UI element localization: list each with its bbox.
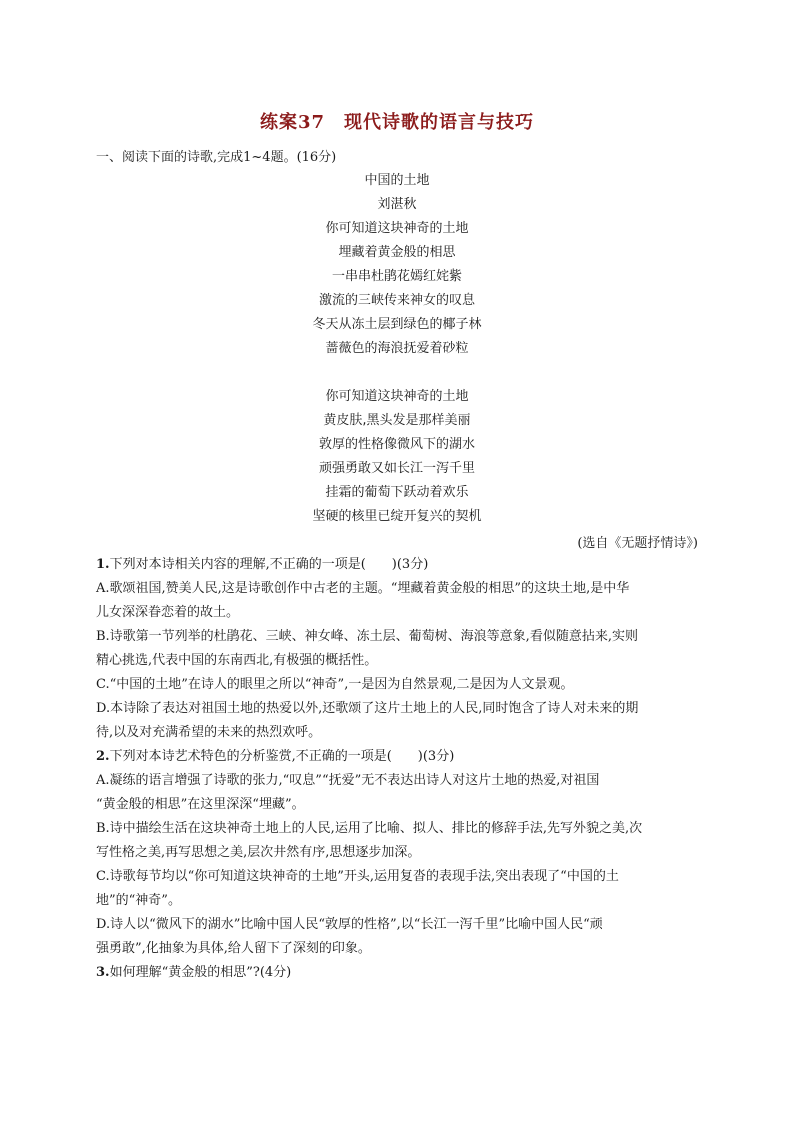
q1-option-d: D.本诗除了表达对祖国土地的热爱以外,还歌颂了这片土地上的人民,同时饱含了诗人对未来的期 bbox=[96, 701, 639, 716]
section-intro: 一、阅读下面的诗歌,完成1~4题。(16分) bbox=[96, 150, 337, 165]
page-title: 练案37 现代诗歌的语言与技巧 bbox=[259, 112, 535, 133]
poem-line: 你可知道这块神奇的土地 bbox=[325, 221, 469, 236]
poem-line: 你可知道这块神奇的土地 bbox=[325, 389, 469, 404]
poem-line: 一串串杜鹃花嫣红姹紫 bbox=[331, 269, 462, 284]
question-number: 2. bbox=[96, 749, 110, 764]
q1-option-a-cont: 儿女深深眷恋着的故土。 bbox=[96, 605, 240, 620]
question-3-stem bbox=[96, 964, 702, 982]
q1-option-b-cont: 精心挑选,代表中国的东南西北,有极强的概括性。 bbox=[96, 653, 378, 668]
q1-option-c: C.“中国的土地”在诗人的眼里之所以“神奇”,一是因为自然景观,二是因为人文景观。 bbox=[96, 677, 574, 692]
poem-line: 顽强勇敢又如长江一泻千里 bbox=[318, 461, 475, 476]
q2-option-d: D.诗人以“微风下的湖水”比喻中国人民“敦厚的性格”,以“长江一泻千里”比喻中国人民“顽 bbox=[96, 917, 603, 932]
question-1-stem bbox=[96, 556, 702, 574]
q1-option-a: A.歌颂祖国,赞美人民,这是诗歌创作中古老的主题。“埋藏着黄金般的相思”的这块土地,是中华 bbox=[96, 581, 630, 596]
q2-option-b-cont: 写性格之美,再写思想之美,层次井然有序,思想逐步加深。 bbox=[96, 845, 421, 860]
q2-option-a: A.凝练的语言增强了诗歌的张力,“叹息”“抚爱”无不表达出诗人对这片土地的热爱,对祖国 bbox=[96, 773, 600, 788]
q2-option-c-cont: 地”的“神奇”。 bbox=[96, 893, 181, 908]
question-text: 下列对本诗相关内容的理解,不正确的一项是( )(3分) bbox=[109, 557, 429, 572]
poem-line: 坚硬的核里已绽开复兴的契机 bbox=[312, 509, 482, 524]
poem-author: 刘湛秋 bbox=[377, 197, 417, 212]
question-number: 3. bbox=[96, 965, 110, 980]
q2-option-b: B.诗中描绘生活在这块神奇土地上的人民,运用了比喻、拟人、排比的修辞手法,先写外貌之美,次 bbox=[96, 821, 643, 836]
poem-line: 蔷薇色的海浪抚爱着砂粒 bbox=[325, 341, 469, 356]
q2-option-c: C.诗歌每节均以“你可知道这块神奇的土地”开头,运用复沓的表现手法,突出表现了“中国的土 bbox=[96, 869, 619, 884]
poem-line: 敦厚的性格像微风下的湖水 bbox=[318, 437, 475, 452]
poem-source: (选自《无题抒情诗》) bbox=[577, 536, 698, 551]
q2-option-a-cont: “黄金般的相思”在这里深深“埋藏”。 bbox=[96, 797, 305, 812]
question-text: 下列对本诗艺术特色的分析鉴赏,不正确的一项是( )(3分) bbox=[109, 749, 455, 764]
q1-option-b: B.诗歌第一节列举的杜鹃花、三峡、神女峰、冻土层、葡萄树、海浪等意象,看似随意拈来,实则 bbox=[96, 629, 638, 644]
poem-line: 激流的三峡传来神女的叹息 bbox=[318, 293, 475, 308]
q1-option-d-cont: 待,以及对充满希望的未来的热烈欢呼。 bbox=[96, 725, 322, 740]
question-number: 1. bbox=[96, 557, 110, 572]
question-text: 如何理解“黄金般的相思”?(4分) bbox=[109, 965, 292, 980]
question-2-stem bbox=[96, 748, 702, 766]
poem-line: 挂霜的葡萄下跃动着欢乐 bbox=[325, 485, 469, 500]
poem-line: 埋藏着黄金般的相思 bbox=[338, 245, 456, 260]
poem-title: 中国的土地 bbox=[364, 173, 430, 188]
q2-option-d-cont: 强勇敢”,化抽象为具体,给人留下了深刻的印象。 bbox=[96, 941, 371, 956]
poem-line: 黄皮肤,黑头发是那样美丽 bbox=[323, 413, 471, 428]
poem-line: 冬天从冻土层到绿色的椰子林 bbox=[312, 317, 482, 332]
